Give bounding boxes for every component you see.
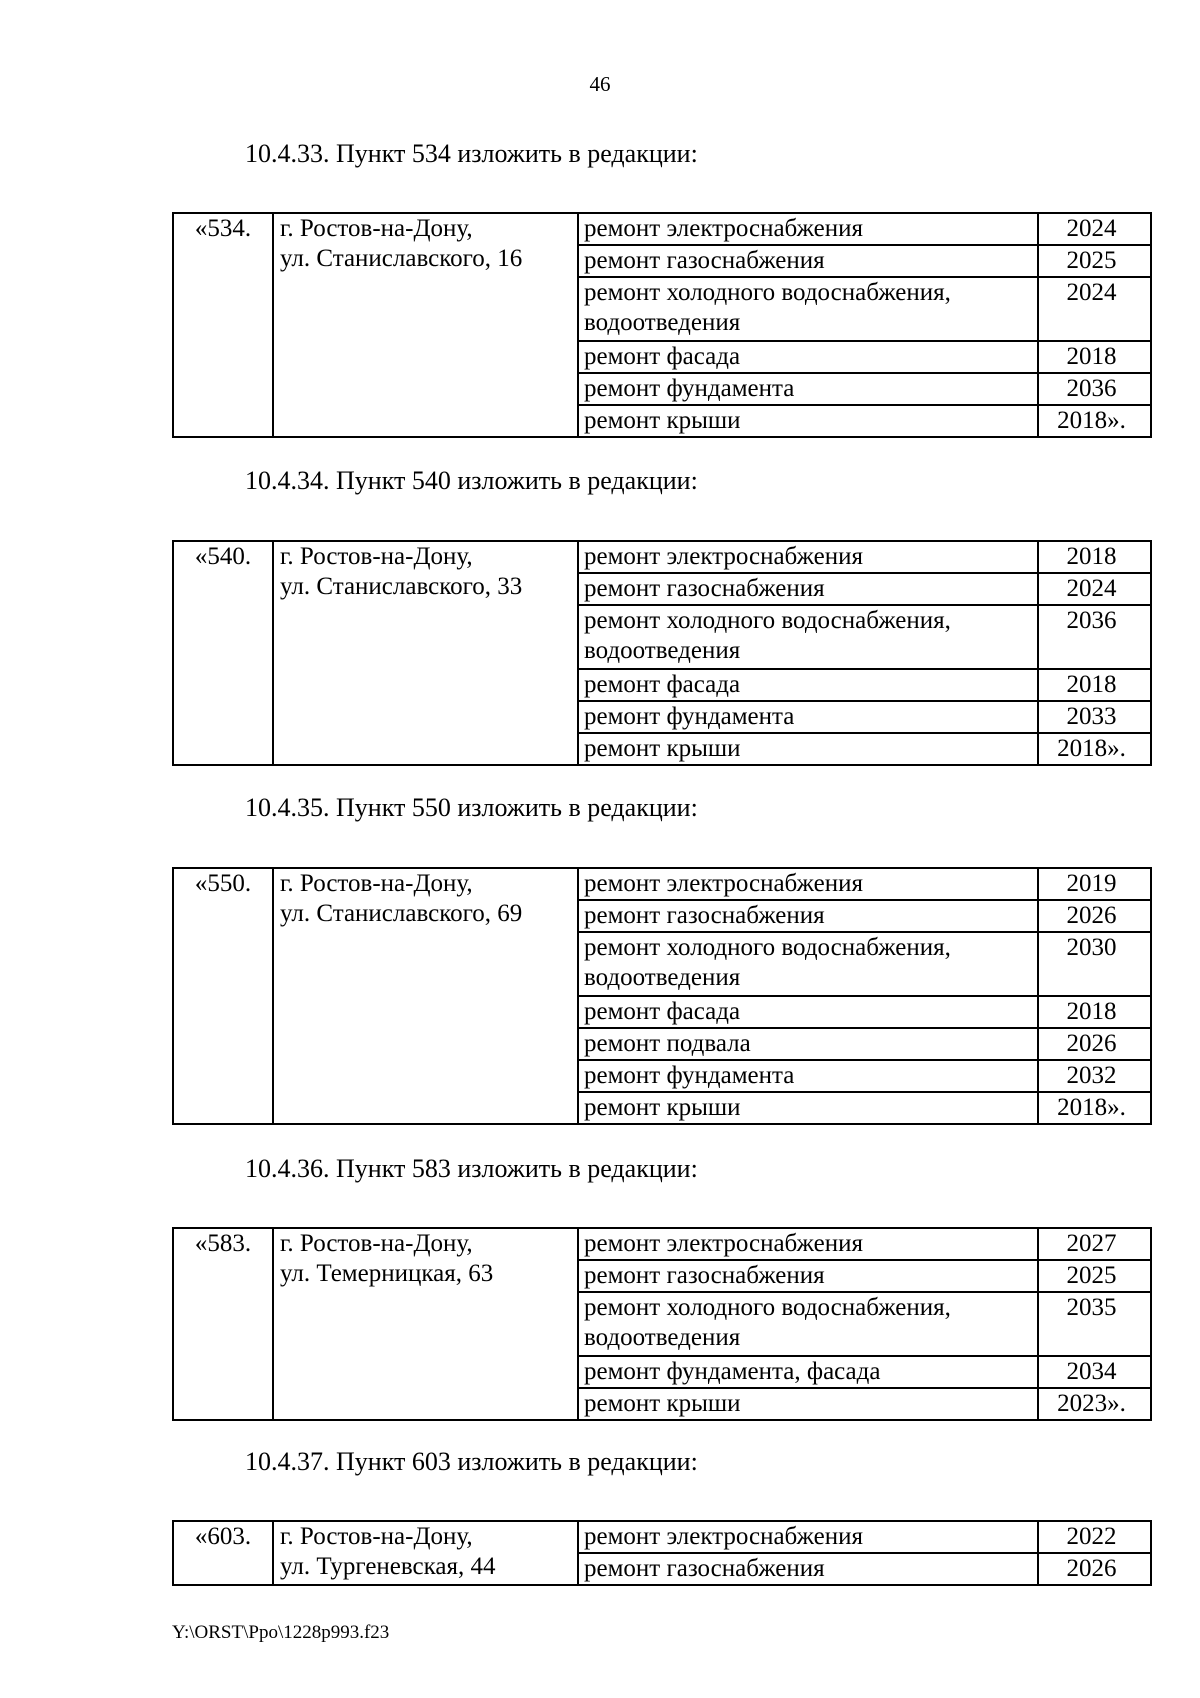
repair-table: [172, 1227, 1152, 1421]
table-row: [173, 1521, 1151, 1553]
work-year-cell: 2030: [1038, 932, 1151, 996]
work-type-cell: ремонт холодного водоснабжения, водоотведения: [578, 1292, 1038, 1356]
work-type-cell: ремонт фасада: [578, 341, 1038, 373]
work-type-cell: ремонт электроснабжения: [578, 213, 1038, 245]
work-type-cell: ремонт электроснабжения: [578, 868, 1038, 900]
page-number: 46: [589, 72, 611, 96]
work-year-cell: 2026: [1038, 1028, 1151, 1060]
work-year-cell: 2032: [1038, 1060, 1151, 1092]
table-row: [173, 213, 1151, 245]
repair-table: [172, 540, 1152, 766]
address-street: ул. Тургеневская, 44: [280, 1553, 496, 1580]
work-year-cell: 2018: [1038, 669, 1151, 701]
work-year-cell: 2023».: [1038, 1388, 1151, 1420]
work-year-cell: 2036: [1038, 373, 1151, 405]
work-type-cell: ремонт холодного водоснабжения, водоотведения: [578, 932, 1038, 996]
work-type-cell: ремонт газоснабжения: [578, 1553, 1038, 1585]
table-row: [173, 541, 1151, 573]
work-year-cell: 2018».: [1038, 1092, 1151, 1124]
section-heading: 10.4.36. Пункт 583 изложить в редакции:: [245, 1154, 698, 1183]
work-year-cell: 2026: [1038, 1553, 1151, 1585]
section-heading: 10.4.35. Пункт 550 изложить в редакции:: [245, 793, 698, 822]
address-cell: [273, 213, 578, 437]
address-cell: [273, 1228, 578, 1420]
address-street: ул. Станиславского, 69: [280, 900, 523, 927]
item-number: «550.: [173, 868, 273, 1124]
work-year-cell: 2018: [1038, 996, 1151, 1028]
work-year-cell: 2019: [1038, 868, 1151, 900]
table-row: [173, 868, 1151, 900]
work-type-cell: ремонт газоснабжения: [578, 573, 1038, 605]
work-type-cell: ремонт фундамента: [578, 701, 1038, 733]
work-type-cell: ремонт газоснабжения: [578, 1260, 1038, 1292]
item-number: «583.: [173, 1228, 273, 1420]
work-type-cell: ремонт фасада: [578, 996, 1038, 1028]
work-type-cell: ремонт электроснабжения: [578, 1228, 1038, 1260]
repair-table: [172, 212, 1152, 438]
work-year-cell: 2035: [1038, 1292, 1151, 1356]
work-year-cell: 2024: [1038, 573, 1151, 605]
work-year-cell: 2018: [1038, 541, 1151, 573]
work-type-cell: ремонт электроснабжения: [578, 541, 1038, 573]
work-type-cell: ремонт крыши: [578, 405, 1038, 437]
section-heading: 10.4.34. Пункт 540 изложить в редакции:: [245, 466, 698, 495]
item-number: «540.: [173, 541, 273, 765]
address-street: ул. Станиславского, 16: [280, 245, 523, 272]
work-type-cell: ремонт крыши: [578, 1388, 1038, 1420]
work-year-cell: 2036: [1038, 605, 1151, 669]
work-year-cell: 2018».: [1038, 405, 1151, 437]
work-year-cell: 2025: [1038, 245, 1151, 277]
section-heading: 10.4.37. Пункт 603 изложить в редакции:: [245, 1447, 698, 1476]
item-number: «603.: [173, 1521, 273, 1585]
footer-file-path: Y:\ORST\Ppo\1228p993.f23: [172, 1622, 390, 1643]
work-year-cell: 2018».: [1038, 733, 1151, 765]
work-year-cell: 2018: [1038, 341, 1151, 373]
address-street: ул. Станиславского, 33: [280, 573, 523, 600]
work-year-cell: 2024: [1038, 277, 1151, 341]
work-type-cell: ремонт газоснабжения: [578, 245, 1038, 277]
repair-table: [172, 1520, 1152, 1586]
section-heading: 10.4.33. Пункт 534 изложить в редакции:: [245, 139, 698, 168]
work-type-cell: ремонт газоснабжения: [578, 900, 1038, 932]
work-year-cell: 2026: [1038, 900, 1151, 932]
work-type-cell: ремонт крыши: [578, 733, 1038, 765]
work-type-cell: ремонт фундамента: [578, 373, 1038, 405]
work-year-cell: 2033: [1038, 701, 1151, 733]
address-cell: [273, 868, 578, 1124]
work-type-cell: ремонт крыши: [578, 1092, 1038, 1124]
work-year-cell: 2025: [1038, 1260, 1151, 1292]
address-city: г. Ростов-на-Дону,: [280, 1230, 473, 1257]
address-city: г. Ростов-на-Дону,: [280, 543, 473, 570]
work-type-cell: ремонт электроснабжения: [578, 1521, 1038, 1553]
work-type-cell: ремонт фасада: [578, 669, 1038, 701]
address-city: г. Ростов-на-Дону,: [280, 1523, 473, 1550]
address-city: г. Ростов-на-Дону,: [280, 215, 473, 242]
address-city: г. Ростов-на-Дону,: [280, 870, 473, 897]
item-number: «534.: [173, 213, 273, 437]
work-type-cell: ремонт подвала: [578, 1028, 1038, 1060]
work-type-cell: ремонт холодного водоснабжения, водоотведения: [578, 605, 1038, 669]
work-year-cell: 2024: [1038, 213, 1151, 245]
table-row: [173, 1228, 1151, 1260]
address-street: ул. Темерницкая, 63: [280, 1260, 494, 1287]
work-year-cell: 2034: [1038, 1356, 1151, 1388]
work-type-cell: ремонт фундамента: [578, 1060, 1038, 1092]
address-cell: [273, 1521, 578, 1585]
work-year-cell: 2027: [1038, 1228, 1151, 1260]
address-cell: [273, 541, 578, 765]
repair-table: [172, 867, 1152, 1125]
work-year-cell: 2022: [1038, 1521, 1151, 1553]
work-type-cell: ремонт фундамента, фасада: [578, 1356, 1038, 1388]
work-type-cell: ремонт холодного водоснабжения, водоотведения: [578, 277, 1038, 341]
